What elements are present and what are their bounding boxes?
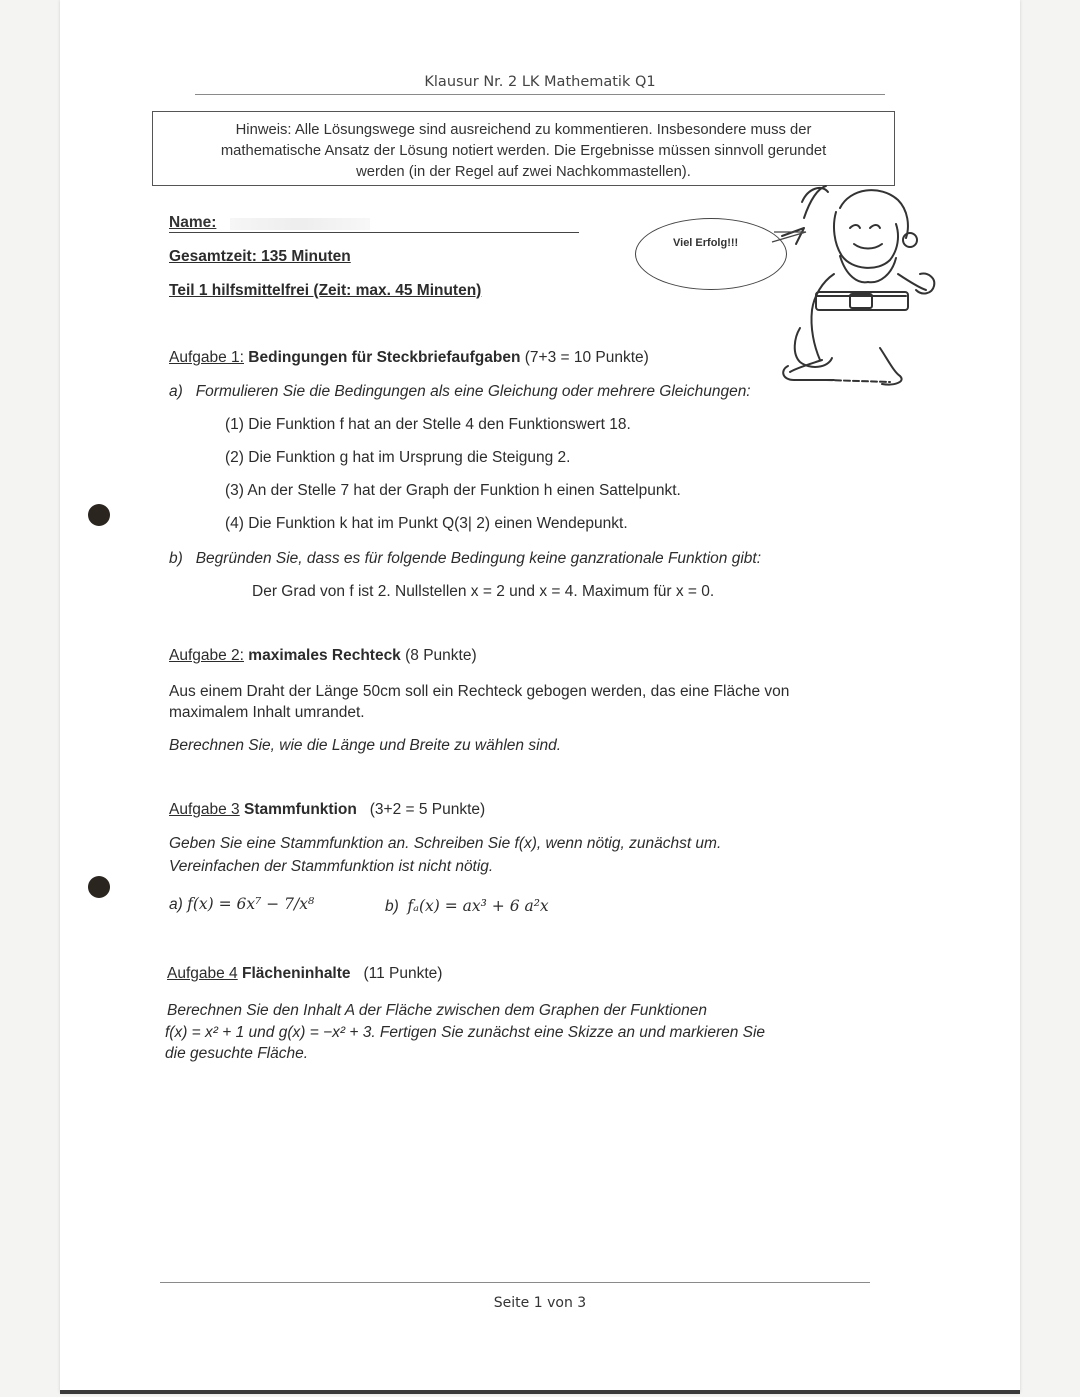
task3-label: Aufgabe 3 [169, 801, 240, 818]
task1-b-label: b) [169, 550, 183, 567]
task1-item-1: (1) Die Funktion f hat an der Stelle 4 den Funktionswert 18. [225, 416, 631, 433]
task3-points: (3+2 = 5 Punkte) [369, 801, 486, 818]
task1-a [169, 383, 751, 401]
task1-a-text: Formulieren Sie die Bedingungen als eine Gleichung oder mehrere Gleichungen: [195, 383, 751, 400]
task2-heading [169, 647, 477, 665]
name-redacted [230, 218, 370, 230]
task1-points: (7+3 = 10 Punkte) [524, 349, 649, 366]
task3-part-b [385, 897, 549, 916]
task2-points: (8 Punkte) [405, 647, 477, 664]
task4-title: Flächeninhalte [242, 965, 351, 982]
task1-item-4: (4) Die Funktion k hat im Punkt Q(3| 2) einen Wendepunkt. [225, 515, 628, 532]
task2-text-2: maximalem Inhalt umrandet. [169, 704, 365, 721]
task4-text-2: f(x) = x² + 1 und g(x) = −x² + 3. Fertigen Sie zunächst eine Skizze an und markieren Sie [165, 1024, 766, 1041]
task3-b-label: b) [385, 898, 399, 915]
task1-b-condition: Der Grad von f ist 2. Nullstellen x = 2 und x = 4. Maximum für x = 0. [252, 583, 715, 600]
bubble-tail [770, 228, 810, 248]
task1-heading [169, 349, 649, 367]
exam-title: Klausur Nr. 2 LK Mathematik Q1 [424, 74, 656, 90]
task1-a-label: a) [169, 383, 183, 400]
task3-text-2: Vereinfachen der Stammfunktion ist nicht nötig. [169, 858, 494, 875]
punch-hole-bottom [88, 876, 110, 898]
task1-title: Bedingungen für Steckbriefaufgaben [248, 349, 521, 366]
sheet-bottom-edge [60, 1390, 1020, 1394]
task3-heading [169, 801, 485, 819]
task3-a-label: a) [169, 896, 183, 913]
task3-text-1: Geben Sie eine Stammfunktion an. Schreiben Sie f(x), wenn nötig, zunächst um. [169, 835, 722, 852]
task1-item-2: (2) Die Funktion g hat im Ursprung die Steigung 2. [225, 449, 571, 466]
task4-label: Aufgabe 4 [167, 965, 238, 982]
task3-title: Stammfunktion [244, 801, 357, 818]
task3-part-a [169, 895, 314, 914]
task3-b-formula: fₐ(x) = ax³ + 6 a²x [407, 897, 549, 915]
task4-text-3: die gesuchte Fläche. [165, 1045, 309, 1062]
total-time: Gesamtzeit: 135 Minuten [169, 248, 351, 265]
name-field-line [169, 232, 579, 233]
hint-line-1: Hinweis: Alle Lösungswege sind ausreichend zu kommentieren. Insbesondere muss der [235, 122, 812, 138]
task4-text-1: Berechnen Sie den Inhalt A der Fläche zwischen dem Graphen der Funktionen [167, 1002, 707, 1019]
bubble-text: Viel Erfolg!!! [673, 237, 739, 249]
hint-box [152, 111, 895, 186]
task1-item-3: (3) An der Stelle 7 hat der Graph der Funktion h einen Sattelpunkt. [225, 482, 681, 499]
task2-question: Berechnen Sie, wie die Länge und Breite zu wählen sind. [169, 737, 562, 754]
page-number: Seite 1 von 3 [493, 1295, 587, 1311]
speech-bubble [635, 218, 787, 290]
task4-heading [167, 965, 442, 983]
task2-text-1: Aus einem Draht der Länge 50cm soll ein Rechteck gebogen werden, das eine Fläche von [169, 683, 790, 700]
santa-illustration [770, 178, 940, 393]
header-rule [195, 94, 885, 95]
punch-hole-top [88, 504, 110, 526]
task2-title: maximales Rechteck [248, 647, 401, 664]
task2-label: Aufgabe 2: [169, 647, 244, 664]
hint-line-2: mathematische Ansatz der Lösung notiert werden. Die Ergebnisse müssen sinnvoll gerundet [220, 143, 827, 159]
footer-rule [160, 1282, 870, 1283]
task1-b [169, 550, 761, 568]
task1-label: Aufgabe 1: [169, 349, 244, 366]
name-label [169, 214, 216, 232]
task1-b-text: Begründen Sie, dass es für folgende Bedingung keine ganzrationale Funktion gibt: [195, 550, 761, 567]
task4-points: (11 Punkte) [363, 965, 443, 982]
task3-a-formula: f(x) = 6x⁷ − 7/x⁸ [187, 895, 315, 913]
name-label-text: Name: [169, 214, 217, 231]
hint-line-3: werden (in der Regel auf zwei Nachkommastellen). [356, 164, 691, 180]
part-label: Teil 1 hilfsmittelfrei (Zeit: max. 45 Minuten) [169, 282, 482, 299]
